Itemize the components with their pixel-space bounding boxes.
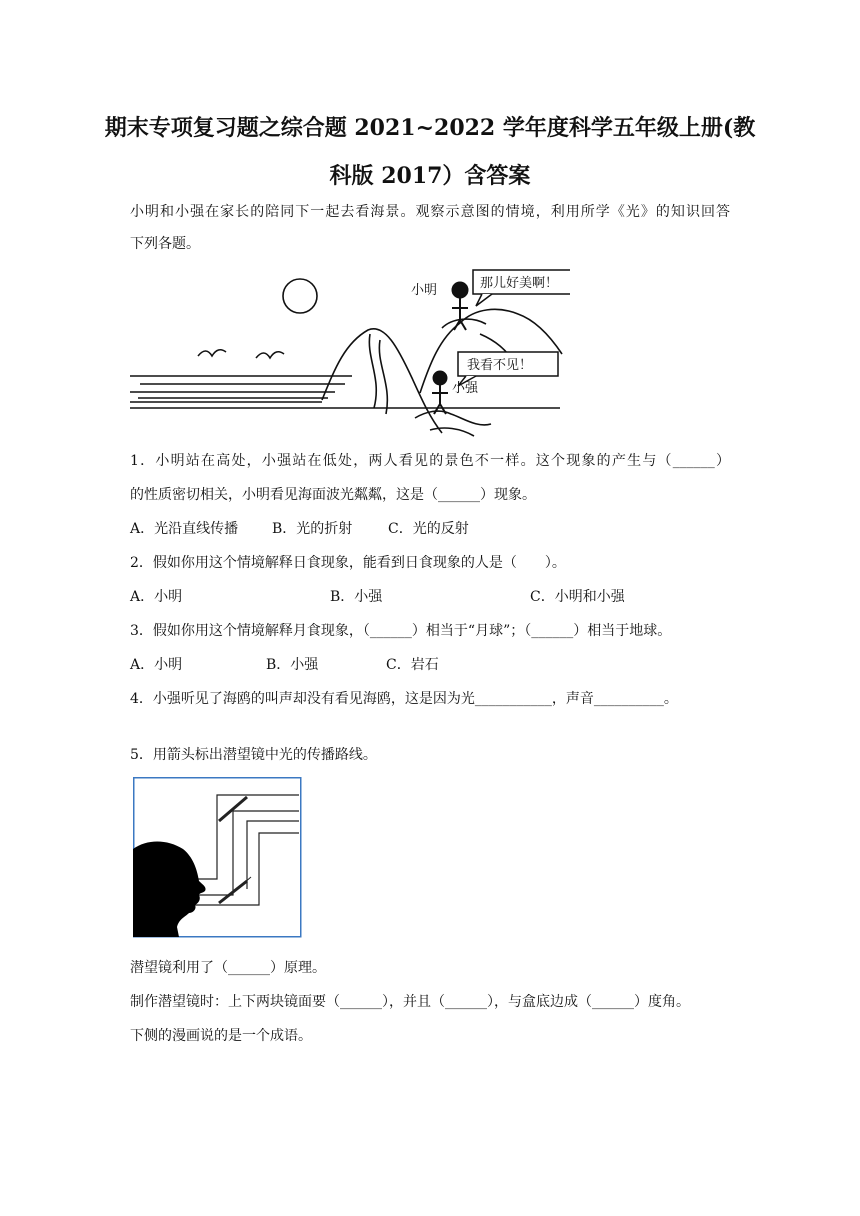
q3-option-a: A．小明 [130, 657, 183, 673]
q1-option-c: C．光的反射 [388, 521, 469, 537]
seagull-icon [198, 350, 226, 356]
page-title [100, 104, 760, 200]
seaside-illustration [130, 268, 570, 448]
label-xiaoqiang: 小强 [452, 381, 479, 396]
intro-text [130, 196, 730, 260]
periscope-diagram [133, 777, 303, 939]
question-1 [130, 444, 730, 512]
intro-line-1: 小明和小强在家长的陪同下一起去看海景。观察示意图的情境，利用所学《光》的知识回答 [130, 204, 730, 220]
q2-option-c: C．小明和小强 [530, 589, 625, 605]
speech-bubble-bottom-text: 我看不见！ [467, 358, 533, 373]
sun-icon [283, 279, 317, 313]
question-2: 2．假如你用这个情境解释日食现象，能看到日食现象的人是（ ）。 [130, 555, 566, 571]
question-3: 3．假如你用这个情境解释月食现象，（______）相当于“月球”；（______）相当于地球。 [130, 623, 672, 639]
next-question-intro: 下侧的漫画说的是一个成语。 [130, 1028, 312, 1044]
q2-option-b: B．小强 [330, 589, 383, 605]
q2-option-a: A．小明 [130, 589, 183, 605]
question-5: 5．用箭头标出潜望镜中光的传播路线。 [130, 747, 377, 763]
seagull-icon [256, 352, 284, 358]
question-5-mirror-setup: 制作潜望镜时：上下两块镜面要（______），并且（______），与盒底边成（______）度角。 [130, 994, 690, 1010]
speech-bubble-top-text: 那儿好美啊！ [480, 276, 559, 291]
title-line-1: 期末专项复习题之综合题 2021~2022 学年度科学五年级上册(教 [104, 115, 756, 141]
label-xiaoming: 小明 [411, 283, 438, 298]
q1-option-a: A．光沿直线传播 [130, 521, 239, 537]
question-1-line-1: 1．小明站在高处，小强站在低处，两人看见的景色不一样。这个现象的产生与（______） [130, 453, 730, 469]
question-4: 4．小强听见了海鸥的叫声却没有看见海鸥，这是因为光___________，声音__________。 [130, 691, 678, 707]
q3-option-b: B．小强 [266, 657, 319, 673]
title-line-2: 科版 2017）含答案 [329, 163, 531, 189]
q3-option-c: C．岩石 [386, 657, 439, 673]
question-1-line-2: 的性质密切相关，小明看见海面波光粼粼，这是（______）现象。 [130, 487, 536, 503]
intro-line-2: 下列各题。 [130, 236, 200, 252]
question-5-principle: 潜望镜利用了（______）原理。 [130, 960, 326, 976]
q1-option-b: B．光的折射 [272, 521, 353, 537]
